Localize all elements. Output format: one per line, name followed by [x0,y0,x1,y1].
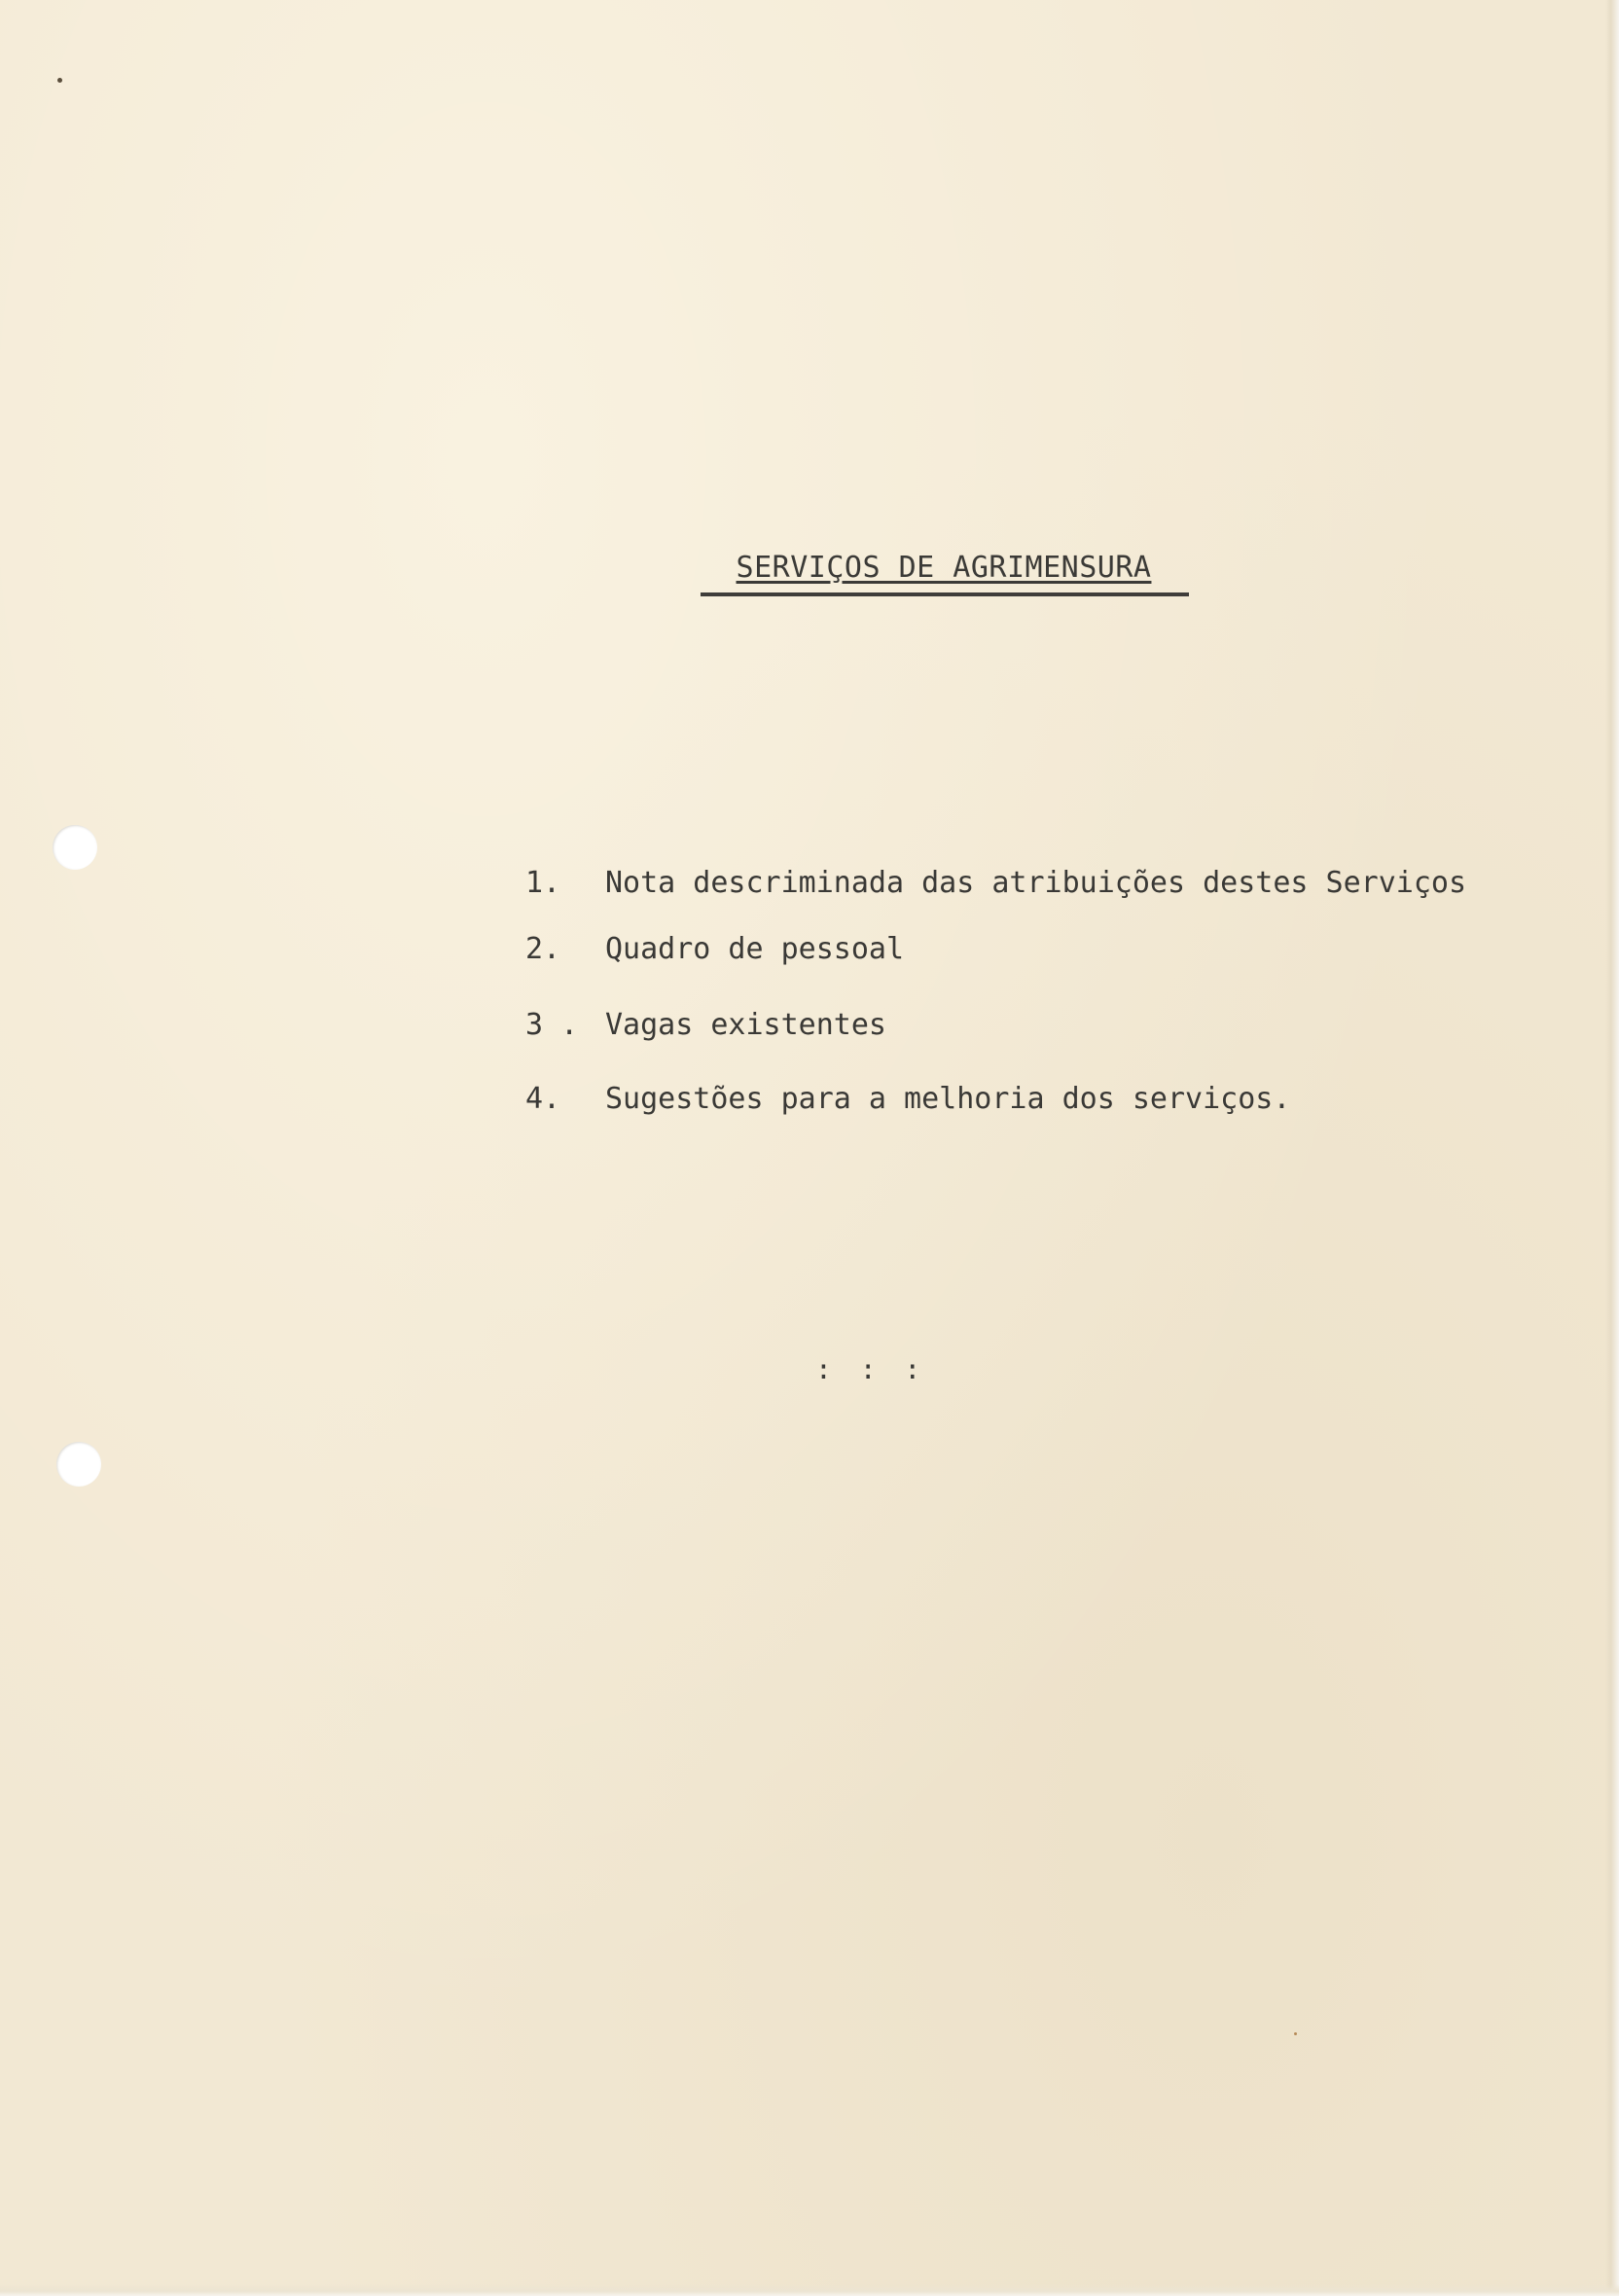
list-item-number: 2. [525,932,561,966]
document-title-text: SERVIÇOS DE AGRIMENSURA [736,551,1152,585]
list-item [525,866,1576,901]
list-item [525,1008,1576,1043]
punch-hole-bottom [56,1442,101,1487]
list-item-text: Nota descriminada das atribuições destes Serviços [605,866,1467,900]
page-edge-right [1605,0,1619,2296]
list-item-number: 3 . [525,1008,579,1042]
ink-speck [57,78,62,83]
list-item-text: Sugestões para a melhoria dos serviços. [605,1082,1291,1116]
closing-separator: : : : [815,1353,927,1385]
ink-speck [1294,2032,1297,2035]
list-item [525,1082,1576,1117]
page-edge-bottom [0,2284,1619,2296]
title-underline-rule [701,592,1189,596]
punch-hole-top [53,825,97,870]
list-item [525,932,1576,967]
list-item-number: 4. [525,1082,561,1116]
list-item-text: Quadro de pessoal [605,932,905,966]
contents-list [525,866,1576,1117]
list-item-number: 1. [525,866,561,900]
list-item-text: Vagas existentes [605,1008,886,1042]
